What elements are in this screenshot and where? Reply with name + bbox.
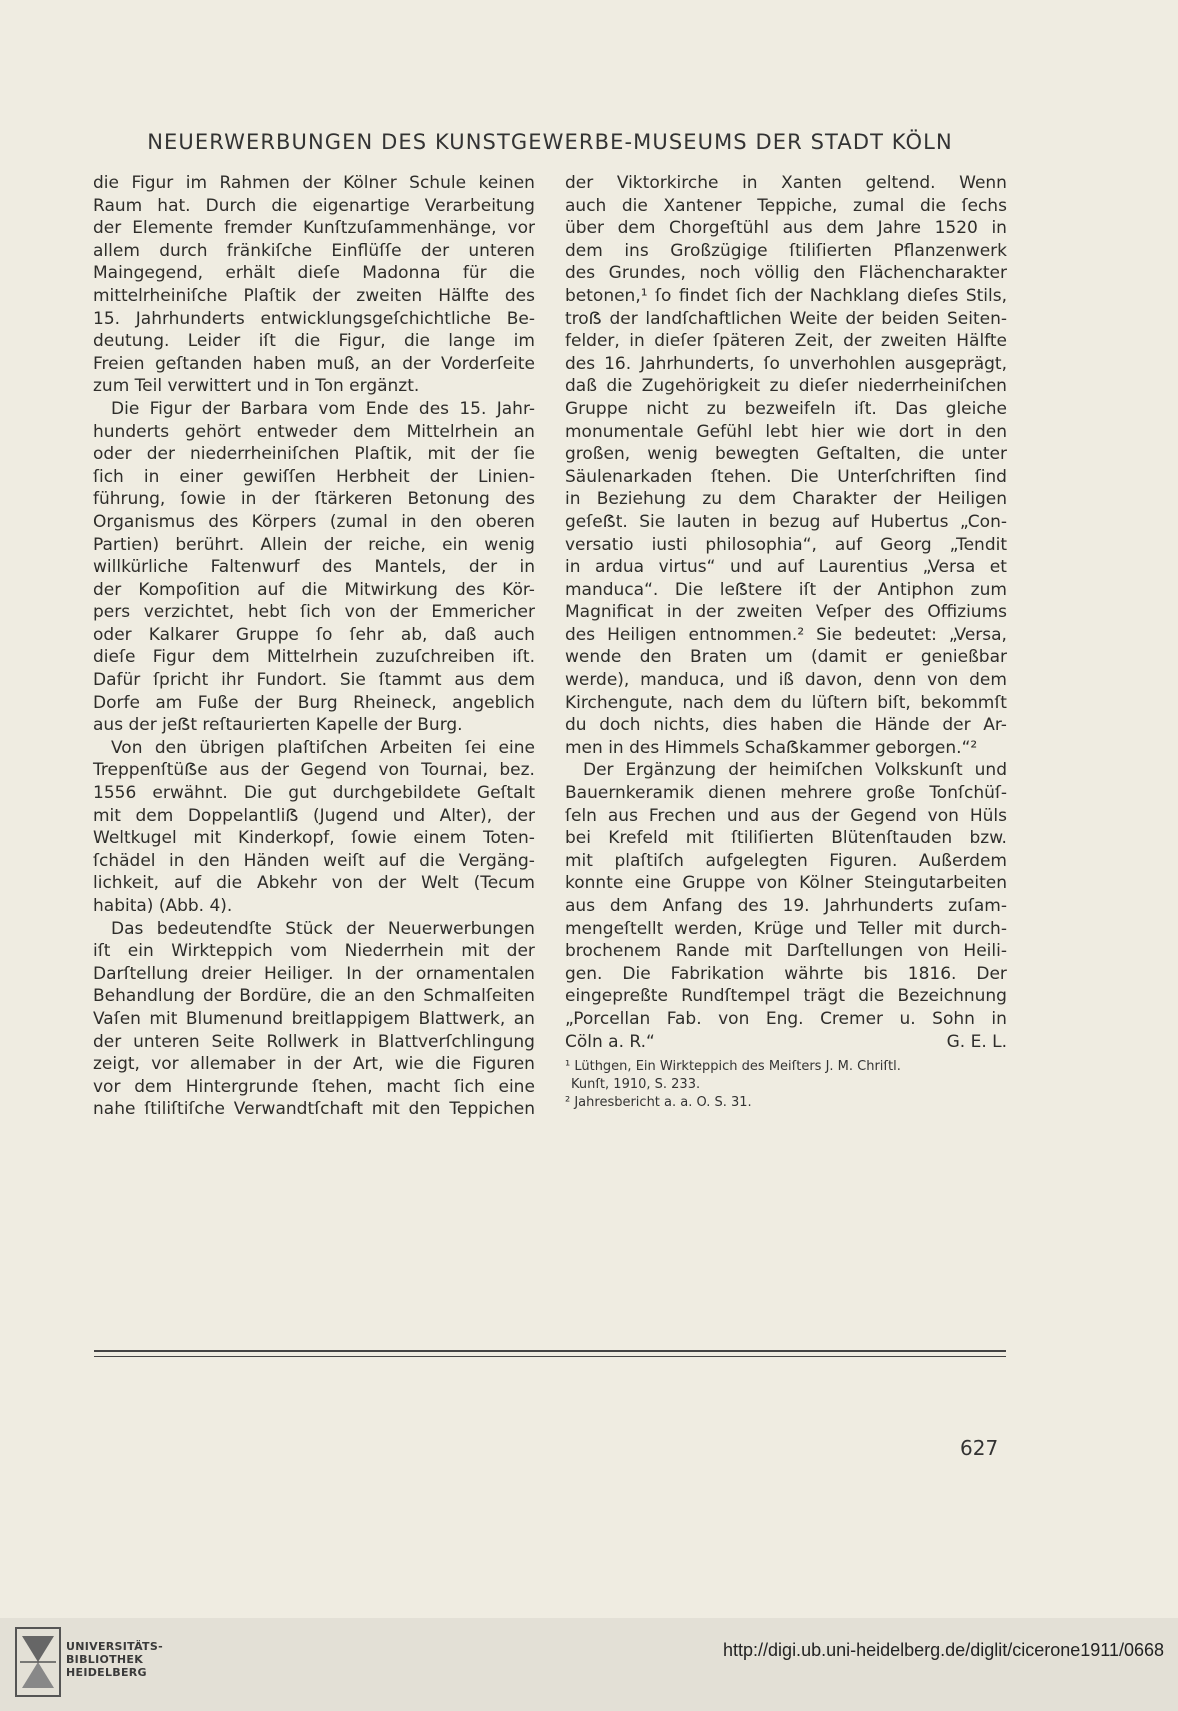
text-line: bei Krefeld mit ſtiliſierten Blütenſtauden bzw. [565, 828, 1007, 849]
text-line: der Elemente fremder Kunſtzuſammenhänge, vor [93, 218, 535, 239]
text-line: gen. Die Fabrikation währte bis 1816. Der [565, 963, 1007, 984]
text-line: oder Kalkarer Gruppe ſo ſehr ab, daß auch [93, 624, 535, 645]
text-line: des 16. Jahrhunderts, ſo unverhohlen ausgeprägt, [565, 353, 1007, 374]
text-line: troẞ der landſchaftlichen Weite der beiden Seiten- [565, 308, 1007, 329]
source-url-link[interactable]: http://digi.ub.uni-heidelberg.de/diglit/cicerone1911/0668 [723, 1640, 1164, 1660]
text-line: oder der niederrheiniſchen Plaſtik, mit der ſie [93, 444, 535, 465]
footnote-line [565, 1076, 1007, 1094]
right-column [565, 172, 1007, 1053]
text-line: werde), manduca, und iß davon, denn von dem [565, 670, 1007, 691]
text-line: in Beziehung zu dem Charakter der Heiligen [565, 489, 1007, 510]
text-line: nahe ſtiliſtiſche Verwandtſchaft mit den Teppichen [93, 1099, 535, 1120]
text-line: manduca“. Die leẞtere iſt der Antiphon zum [565, 579, 1007, 600]
text-line: der unteren Seite Rollwerk in Blattverſchlingung [93, 1031, 535, 1052]
text-line: versatio iusti philosophia“, auf Georg „Tendit [565, 534, 1007, 555]
text-line: Organismus des Körpers (zumal in den oberen [93, 511, 535, 532]
text-line: Freien geſtanden haben muß, an der Vorderſeite [93, 353, 535, 374]
text-line: die Figur im Rahmen der Kölner Schule keinen [93, 173, 535, 193]
text-line: monumentale Gefühl lebt hier wie dort in den [565, 421, 1007, 442]
text-line: eingepreßte Rundſtempel trägt die Bezeichnung [565, 986, 1007, 1007]
text-line: Gruppe nicht zu bezweifeln iſt. Das gleiche [565, 398, 1007, 419]
text-line: pers verzichtet, hebt ſich von der Emmericher [93, 602, 535, 623]
footnote-line [565, 1094, 1007, 1112]
text-line: Magnificat in der zweiten Veſper des Offiziums [565, 602, 1007, 623]
text-line: mengeſtellt werden, Krüge und Teller mit durch- [565, 918, 1007, 939]
library-line-2: BIBLIOTHEK [66, 1653, 144, 1666]
text-line: konnte eine Gruppe von Kölner Steingutarbeiten [565, 873, 1007, 894]
text-line: zum Teil verwittert und in Ton ergänzt. [93, 376, 420, 397]
text-line: allem durch fränkiſche Einflüſſe der unteren [93, 240, 535, 261]
text-line: ſeln aus Frechen und aus der Gegend von Hüls [565, 805, 1007, 826]
footer-bar [0, 1618, 1178, 1711]
footnote-2: ² Jahresbericht a. a. O. S. 31. [565, 1095, 752, 1110]
text-line: Dafür ſpricht ihr Fundort. Sie ſtammt aus dem [93, 670, 535, 691]
bottom-rule-thin [94, 1356, 1006, 1357]
text-line: führung, ſowie in der ſtärkeren Betonung des [93, 489, 535, 510]
text-line: Weltkugel mit Kinderkopf, ſowie einem Toten- [93, 828, 535, 849]
text-line: großen, wenig bewegten Geſtalten, die unter [565, 444, 1007, 465]
library-line-1: UNIVERSITÄTS- [66, 1640, 163, 1653]
text-line: zeigt, vor allemaber in der Art, wie die Figuren [93, 1054, 535, 1075]
text-line: in ardua virtus“ und auf Laurentius „Versa et [565, 557, 1007, 578]
text-line: daß die Zugehörigkeit zu dieſer niederrheiniſchen [565, 376, 1007, 397]
text-line: Darſtellung dreier Heiliger. In der ornamentalen [93, 963, 535, 984]
footnote-1: ¹ Lüthgen, Ein Wirkteppich des Meiſters J. M. Chriſtl. [565, 1059, 901, 1074]
library-line-3: HEIDELBERG [66, 1666, 147, 1679]
text-line: felder, in dieſer ſpäteren Zeit, der zweiten Hälfte [565, 331, 1007, 352]
library-name [66, 1640, 163, 1679]
text-line: Treppenſtüẞe aus der Gegend von Tournai, bez. [93, 760, 535, 781]
text-line: aus der jeẞt reſtaurierten Kapelle der Burg. [93, 715, 463, 736]
text-line: 15. Jahrhunderts entwicklungsgeſchichtliche Be- [93, 308, 535, 329]
text-line: der Kompoſition auf die Mitwirkung des Kör- [93, 579, 535, 600]
text-line: Das bedeutendſte Stück der Neuerwerbungen [111, 918, 535, 939]
text-line: über dem Chorgeſtühl aus dem Jahre 1520 in [565, 218, 1007, 239]
text-line: mittelrheiniſche Plaſtik der zweiten Hälfte des [93, 285, 535, 306]
text-line: mit dem Doppelantliẞ (Jugend und Alter), der [93, 805, 535, 826]
text-line: habita) (Abb. 4). [93, 896, 233, 916]
signature-line [565, 1031, 1007, 1054]
text-line: Maingegend, erhält dieſe Madonna für die [93, 263, 535, 284]
text-line: Von den übrigen plaſtiſchen Arbeiten ſei eine [111, 737, 535, 758]
text-line: betonen,¹ ſo findet ſich der Nachklang dieſes Stils, [565, 285, 1007, 306]
text-line: Säulenarkaden ſtehen. Die Unterſchriften ſind [565, 466, 1007, 487]
text-line: 1556 erwähnt. Die gut durchgebildete Geſtalt [93, 783, 535, 804]
text-line: Kirchengute, nach dem du lüſtern biſt, bekommſt [565, 692, 1007, 713]
closing-quote-text: Cöln a. R.“ [565, 1031, 655, 1052]
text-line: Dorfe am Fuße der Burg Rheineck, angeblich [93, 692, 535, 713]
text-line: deutung. Leider iſt die Figur, die lange im [93, 331, 535, 352]
text-line: vor dem Hintergrunde ſtehen, macht ſich eine [93, 1076, 535, 1097]
text-line: der Viktorkirche in Xanten geltend. Wenn [565, 173, 1007, 193]
text-line: men in des Himmels Schaẞkammer geborgen.“² [565, 737, 978, 758]
text-line: ſich in einer gewiſſen Herbheit der Linien- [93, 466, 535, 487]
footnote-line [565, 1058, 1007, 1076]
university-seal-icon [14, 1626, 62, 1698]
text-line: du doch nichts, dies haben die Hände der Ar- [565, 715, 1007, 736]
running-head: NEUERWERBUNGEN DES KUNSTGEWERBE-MUSEUMS DER STADT KÖLN [147, 130, 953, 154]
text-line: lichkeit, auf die Abkehr von der Welt (Tecum [93, 873, 535, 894]
text-line: „Porcellan Fab. von Eng. Cremer u. Sohn in [565, 1008, 1007, 1029]
bottom-rule-thick [94, 1350, 1006, 1352]
text-line: des Heiligen entnommen.² Sie bedeutet: „Versa, [565, 624, 1007, 645]
page-number: 627 [960, 1436, 999, 1460]
left-column [93, 172, 535, 1121]
text-line: aus dem Anfang des 19. Jahrhunderts zuſam- [565, 896, 1007, 916]
text-line: ſchädel in den Händen weiſt auf die Vergäng- [93, 850, 535, 871]
text-line: Bauernkeramik dienen mehrere große Tonſchüſ- [565, 783, 1007, 804]
text-line: Der Ergänzung der heimiſchen Volkskunſt und [583, 760, 1007, 781]
author-initials: G. E. L. [946, 1031, 1007, 1052]
footnotes [565, 1058, 1007, 1112]
text-line: Vaſen mit Blumenund breitlappigem Blattwerk, an [93, 1008, 535, 1029]
text-line: dem ins Großzügige ſtiliſierten Pflanzenwerk [565, 240, 1007, 261]
text-line: Partien) berührt. Allein der reiche, ein wenig [93, 534, 535, 555]
text-line: auch die Xantener Teppiche, zumal die ſechs [565, 195, 1007, 216]
footnote-1-cont: Kunſt, 1910, S. 233. [571, 1077, 701, 1092]
text-line: wende den Braten um (damit er genießbar [565, 647, 1007, 668]
text-line: geſeẞt. Sie lauten in bezug auf Hubertus „Con- [565, 511, 1007, 532]
text-line: des Grundes, noch völlig den Flächencharakter [565, 263, 1007, 284]
text-line: brochenem Rande mit Darſtellungen von Heili- [565, 941, 1007, 962]
text-line: iſt ein Wirkteppich vom Niederrhein mit der [93, 941, 535, 962]
text-line: dieſe Figur dem Mittelrhein zuzuſchreiben iſt. [93, 647, 535, 668]
text-line: hunderts gehört entweder dem Mittelrhein an [93, 421, 535, 442]
text-line: Raum hat. Durch die eigenartige Verarbeitung [93, 195, 535, 216]
text-line: Behandlung der Bordüre, die an den Schmalſeiten [93, 986, 535, 1007]
text-line: Die Figur der Barbara vom Ende des 15. Jahr- [111, 398, 535, 419]
text-line: willkürliche Faltenwurf des Mantels, der in [93, 557, 535, 578]
text-line: mit plaſtiſch aufgelegten Figuren. Außerdem [565, 850, 1007, 871]
